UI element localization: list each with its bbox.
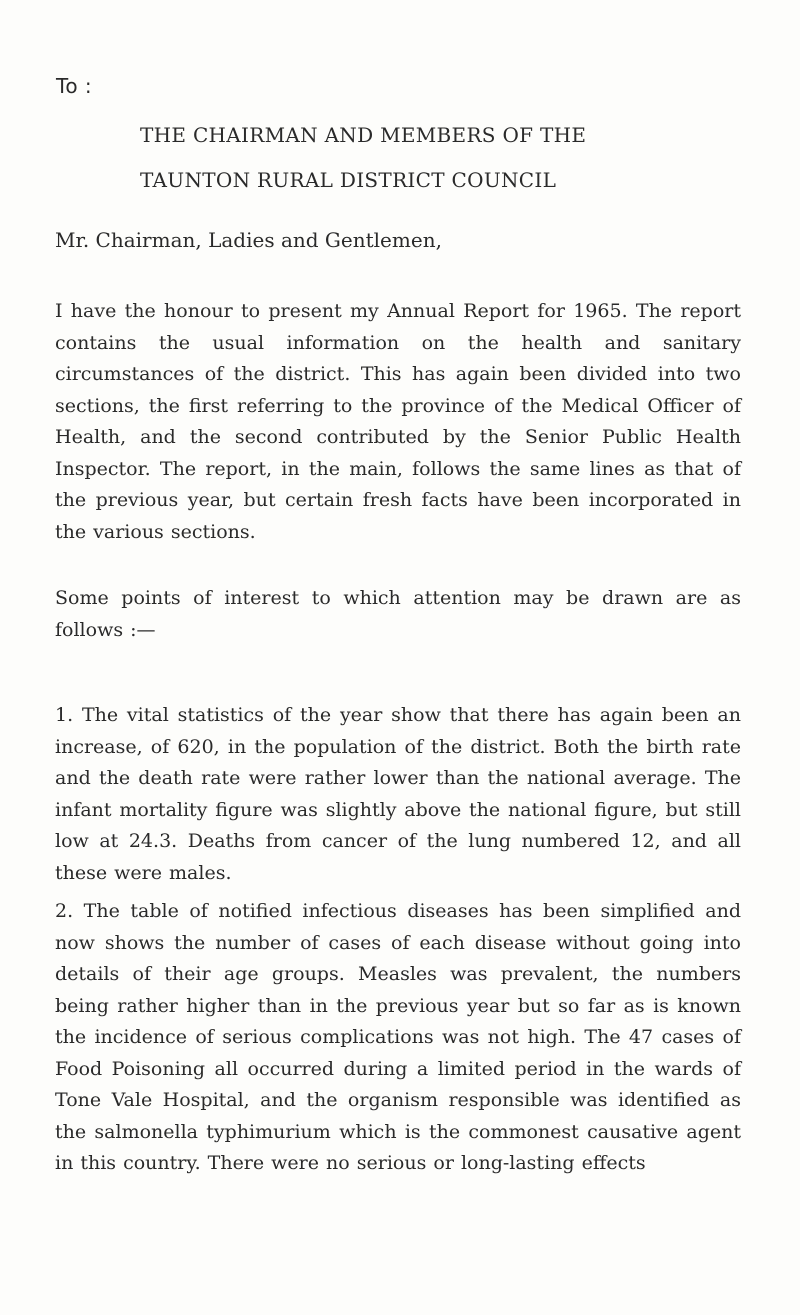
- paragraph-points-intro: Some points of interest to which attention may be drawn are as follows :—: [55, 587, 741, 641]
- to-label: To :: [56, 74, 93, 98]
- paragraph-point-2: 2. The table of notified infectious diseases has been simplified and now shows the number of cases of each disease without going into details of their age groups. Measles was prevalent, the numbers being rather higher than in the previous year but so far as is known the incidence of serious complications was not high. The 47 cases of Food Poisoning all occurred during a limited period in the wards of Tone Vale Hospital, and the organism responsible was identified as the salmonella typhimurium which is the commonest causative agent in this country. There were no serious or long-lasting effects: [55, 900, 741, 1174]
- paragraph-point-1: 1. The vital statistics of the year show that there has again been an increase, of 620, in the population of the district. Both the birth rate and the death rate were rather lower than the national average. The infant mortality figure was slightly above the national figure, but still low at 24.3. Deaths from cancer of the lung numbered 12, and all these were males.: [55, 704, 741, 884]
- addressee-line-2: TAUNTON RURAL DISTRICT COUNCIL: [140, 168, 557, 192]
- salutation: Mr. Chairman, Ladies and Gentlemen,: [55, 228, 442, 252]
- paragraph-introduction: I have the honour to present my Annual Report for 1965. The report contains the usual information on the health and sanitary circumstances of the district. This has again been divided into two sections, the first referring to the province of the Medical Officer of Health, and the second contributed by the Senior Public Health Inspector. The report, in the main, follows the same lines as that of the previous year, but certain fresh facts have been incorporated in the various sections.: [55, 300, 741, 543]
- addressee-line-1: THE CHAIRMAN AND MEMBERS OF THE: [140, 123, 587, 147]
